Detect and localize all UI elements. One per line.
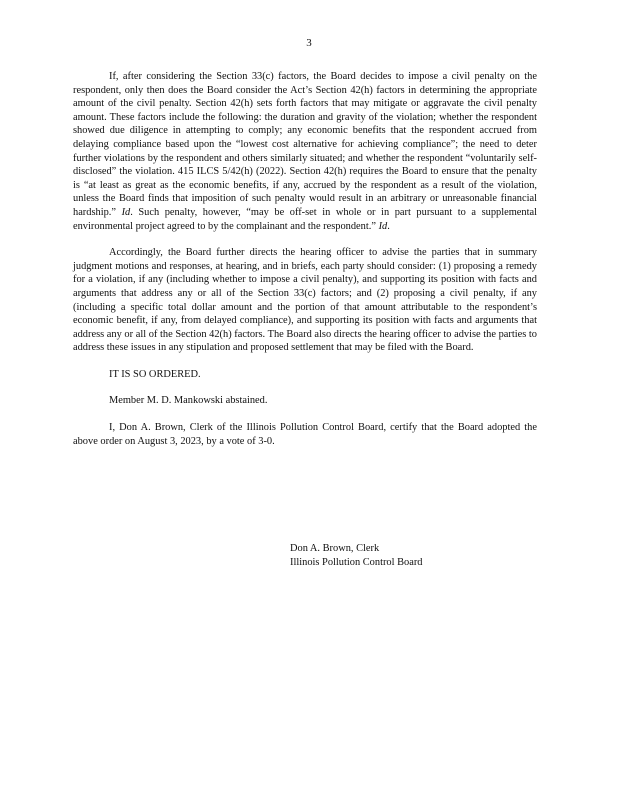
paragraph-text: If, after considering the Section 33(c) factors, the Board decides to impose a civil penalty on the respondent, only then does the Board consider the Act’s Section 42(h) factors in determining the appropriate amount of the civil penalty. Section 42(h) sets forth factors that may mitigate or aggravate the civil penalty amount. These factors include the following: the duration and gravity of the violation; whether the respondent showed due diligence in attempting to comply; any economic benefits that the respondent accrued from delaying compliance based upon the “lowest cost alternative for achieving compliance”; the need to deter further violations by the respondent and others similarly situated; and whether the respondent “voluntarily self-disclosed” the violation. 415 ILCS 5/42(h) (2022). Section 42(h) requires the Board to ensure that the penalty is “at least as great as the economic benefits, if any, accrued by the respondent as a result of the violation, unless the Board finds that imposition of such penalty would result in an arbitrary or unreasonable financial hardship.” [73,71,537,218]
signature-name: Don A. Brown, Clerk [290,543,380,554]
citation-id: Id [378,220,388,232]
paragraph-text: . Such penalty, however, “may be off-set in whole or in part pursuant to a supplemental environmental project agreed to by the complainant and the respondent.” [73,206,537,232]
page-number: 3 [306,37,312,49]
document-body [73,70,537,448]
order-statement: IT IS SO ORDERED. [109,368,201,380]
clerk-certification: I, Don A. Brown, Clerk of the Illinois Pollution Control Board, certify that the Board adopted the above order on August 3, 2023, by a vote of 3-0. [73,422,537,447]
signature-organization: Illinois Pollution Control Board [290,556,423,568]
penalty-factors-paragraph [73,70,537,233]
directions-paragraph: Accordingly, the Board further directs the hearing officer to advise the parties that in summary judgment motions and responses, at hearing, and in briefs, each party should consider: (1) proposing a remedy for a violation, if any (including whether to impose a civil penalty), and supporting its position with facts and arguments that address any or all of the Section 33(c) factors; and (2) proposing a civil penalty, if any (including a specific total dollar amount and the portion of that amount attributable to the respondent’s economic benefit, if any, from delayed compliance), and supporting its position with facts and arguments that address any or all of the Section 42(h) factors. The Board also directs the hearing officer to advise the parties to address these issues in any stipulation and proposed settlement that may be filed with the Board. [73,247,537,354]
paragraph-text: . [387,220,390,232]
citation-id: Id [121,206,131,218]
abstention-note: Member M. D. Mankowski abstained. [109,395,268,407]
signature-block [290,542,423,569]
